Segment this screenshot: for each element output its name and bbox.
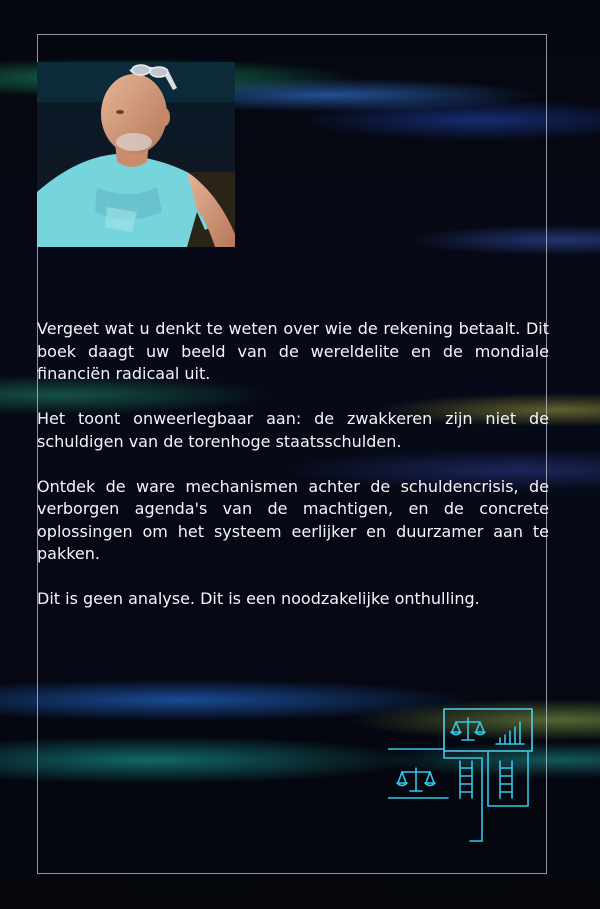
blurb-paragraph-1: Vergeet wat u denkt te weten over wie de rekening betaalt. Dit boek daagt uw beeld van de wereldelite en de mondiale financiën radicaal uit. [37, 319, 549, 383]
back-cover-text [37, 318, 549, 633]
author-photo [37, 62, 235, 247]
blurb-paragraph-4: Dit is geen analyse. Dit is een noodzakelijke onthulling. [37, 589, 480, 608]
publisher-logo [388, 706, 538, 846]
blurb-paragraph-2: Het toont onweerlegbaar aan: de zwakkeren zijn niet de schuldigen van de torenhoge staatsschulden. [37, 409, 549, 451]
blurb-paragraph-3: Ontdek de ware mechanismen achter de schuldencrisis, de verborgen agenda's van de machtigen, en de concrete oplossingen om het systeem eerlijker en duurzamer aan te pakken. [37, 476, 549, 563]
scales-ladder-chart-icon [388, 706, 538, 846]
author-portrait-icon [37, 62, 235, 247]
